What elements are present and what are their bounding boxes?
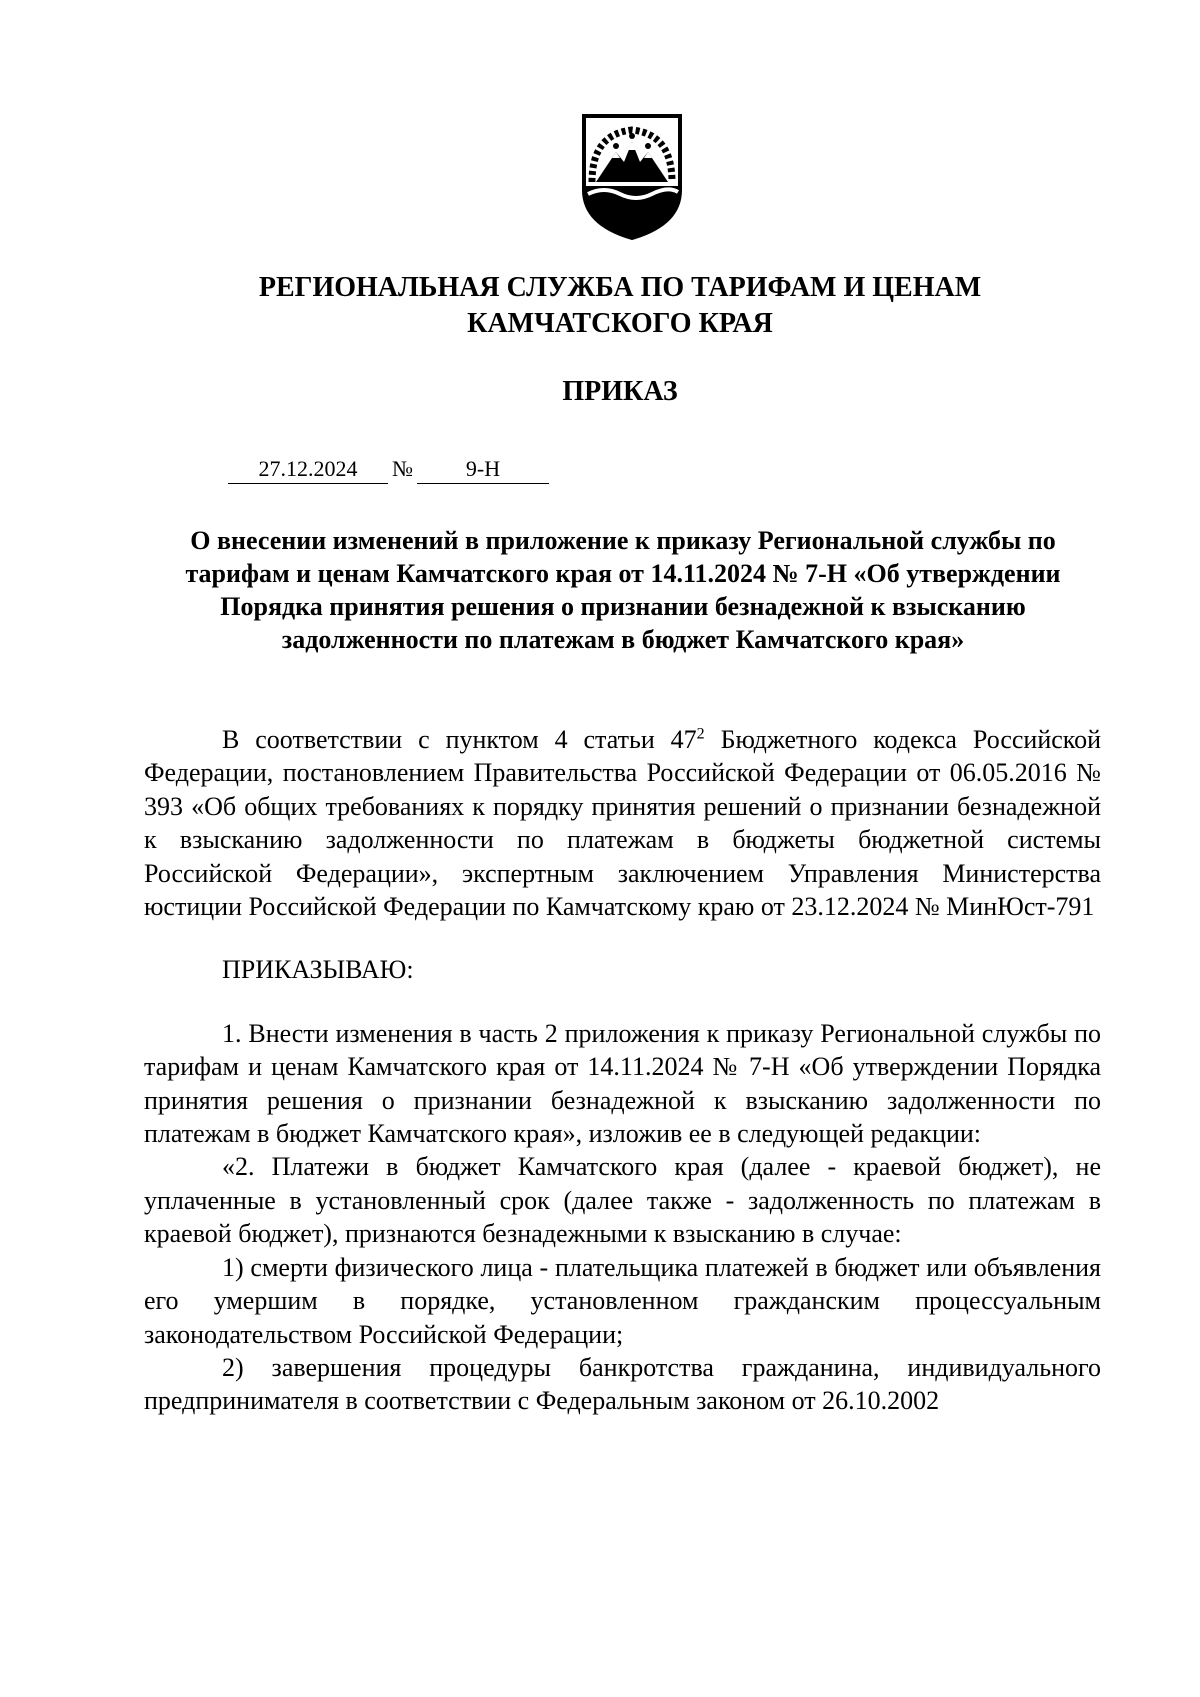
organization-name <box>140 270 1100 342</box>
order-subject: О внесении изменений в приложение к приказу Региональной службы по тарифам и ценам Камчатского края от 14.11.2024 № 7-Н «Об утверждении Порядка принятия решения о признании безнадежной к взысканию задолженности по платежам в бюджет Камчатского края» <box>185 526 1061 654</box>
preamble-superscript: 2 <box>696 725 705 743</box>
preamble-text-part2: Бюджетного кодекса Российской Федерации, постановлением Правительства Российской Федерации от 06.05.2016 № 393 «Об общих требованиях к порядку принятия решений о признании безнадежной к взысканию задолженности по платежам в бюджеты бюджетной системы Российской Федерации», экспертным заключением Управления Министерства юстиции Российской Федерации по Камчатскому краю от 23.12.2024 № МинЮст-791 <box>144 725 1102 922</box>
paragraph-1: 1. Внести изменения в часть 2 приложения к приказу Региональной службы по тарифам и ценам Камчатского края от 14.11.2024 № 7-Н «Об утверждении Порядка принятия решения о признании безнадежной к взысканию задолженности по платежам в бюджет Камчатского края», изложив ее в следующей редакции: <box>144 1018 1101 1149</box>
paragraph-2: «2. Платежи в бюджет Камчатского края (далее - краевой бюджет), не уплаченные в установленный срок (далее также - задолженность по платежам в краевой бюджет), признаются безнадежными к взысканию в случае: <box>144 1152 1101 1249</box>
organization-name-line2: КАМЧАТСКОГО КРАЯ <box>467 308 773 339</box>
order-word: ПРИКАЗЫВАЮ: <box>222 955 414 985</box>
paragraph-3: 1) смерти физического лица - плательщика платежей в бюджет или объявления его умершим в порядке, установленном гражданским процессуальным законодательством Российской Федерации; <box>144 1252 1101 1349</box>
date-number-line <box>228 455 549 484</box>
preamble <box>144 723 1101 923</box>
order-body <box>144 723 1101 1418</box>
order-number: 9-Н <box>417 455 549 484</box>
kamchatka-coat-of-arms-icon <box>578 112 686 242</box>
number-sign: № <box>392 456 413 481</box>
document-type: ПРИКАЗ <box>562 376 678 407</box>
organization-name-line1: РЕГИОНАЛЬНАЯ СЛУЖБА ПО ТАРИФАМ И ЦЕНАМ <box>258 272 982 303</box>
preamble-text-part1: В соответствии с пунктом 4 статьи 47 <box>222 725 697 754</box>
paragraph-4: 2) завершения процедуры банкротства гражданина, индивидуального предпринимателя в соответствии с Федеральным законом от 26.10.2002 <box>144 1352 1101 1416</box>
order-date: 27.12.2024 <box>228 455 388 484</box>
